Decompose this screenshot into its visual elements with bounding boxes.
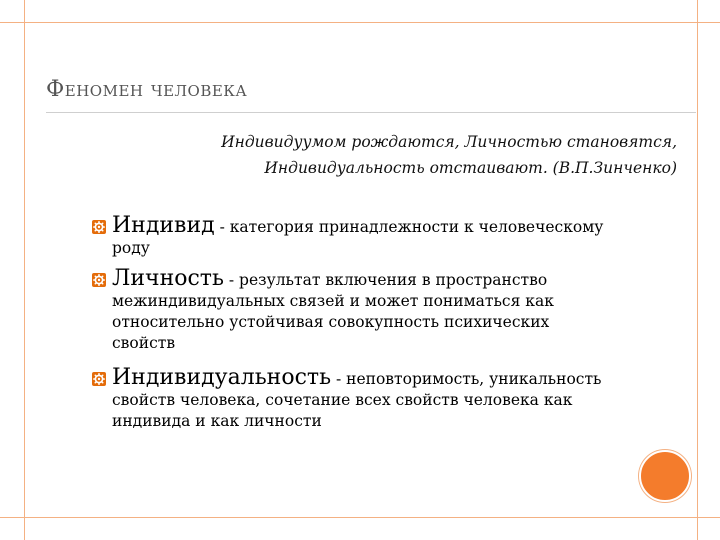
item-line: межиндивидуальных связей и может пониматься как — [112, 292, 554, 310]
item-line — [112, 268, 697, 291]
item-line: индивида и как личности — [112, 412, 322, 430]
list-item — [112, 367, 697, 432]
frame-line-left — [24, 0, 25, 540]
quote-line-1: Индивидуумом рождаются, Личностью становятся, — [221, 133, 677, 151]
item-term: Личность — [112, 266, 224, 291]
gear-icon — [92, 273, 106, 287]
item-line — [112, 367, 697, 390]
slide-title: Феномен человека — [46, 77, 248, 102]
item-line: относительно устойчивая совокупность психических — [112, 313, 550, 331]
frame-line-bottom — [0, 517, 720, 518]
item-line: свойств человека, сочетание всех свойств человека как — [112, 391, 573, 409]
item-line — [112, 215, 697, 238]
list-item — [112, 215, 697, 259]
gear-icon — [92, 220, 106, 234]
item-line: свойств — [112, 334, 176, 352]
item-term: Индивидуальность — [112, 365, 332, 390]
epigraph-quote — [157, 129, 677, 181]
list-item — [112, 268, 697, 354]
item-definition: - результат включения в пространство — [223, 271, 548, 289]
item-line: роду — [112, 239, 150, 257]
frame-line-top — [0, 22, 720, 23]
item-definition: - категория принадлежности к человеческому — [214, 218, 604, 236]
gear-icon — [92, 372, 106, 386]
quote-line-2: Индивидуальность отстаивают. (В.П.Зинченко) — [264, 159, 677, 177]
frame-line-right — [697, 0, 698, 540]
orange-circle-decoration — [639, 450, 691, 502]
item-term: Индивид — [112, 213, 215, 238]
title-divider — [46, 112, 696, 113]
item-definition: - неповторимость, уникальность — [331, 370, 602, 388]
